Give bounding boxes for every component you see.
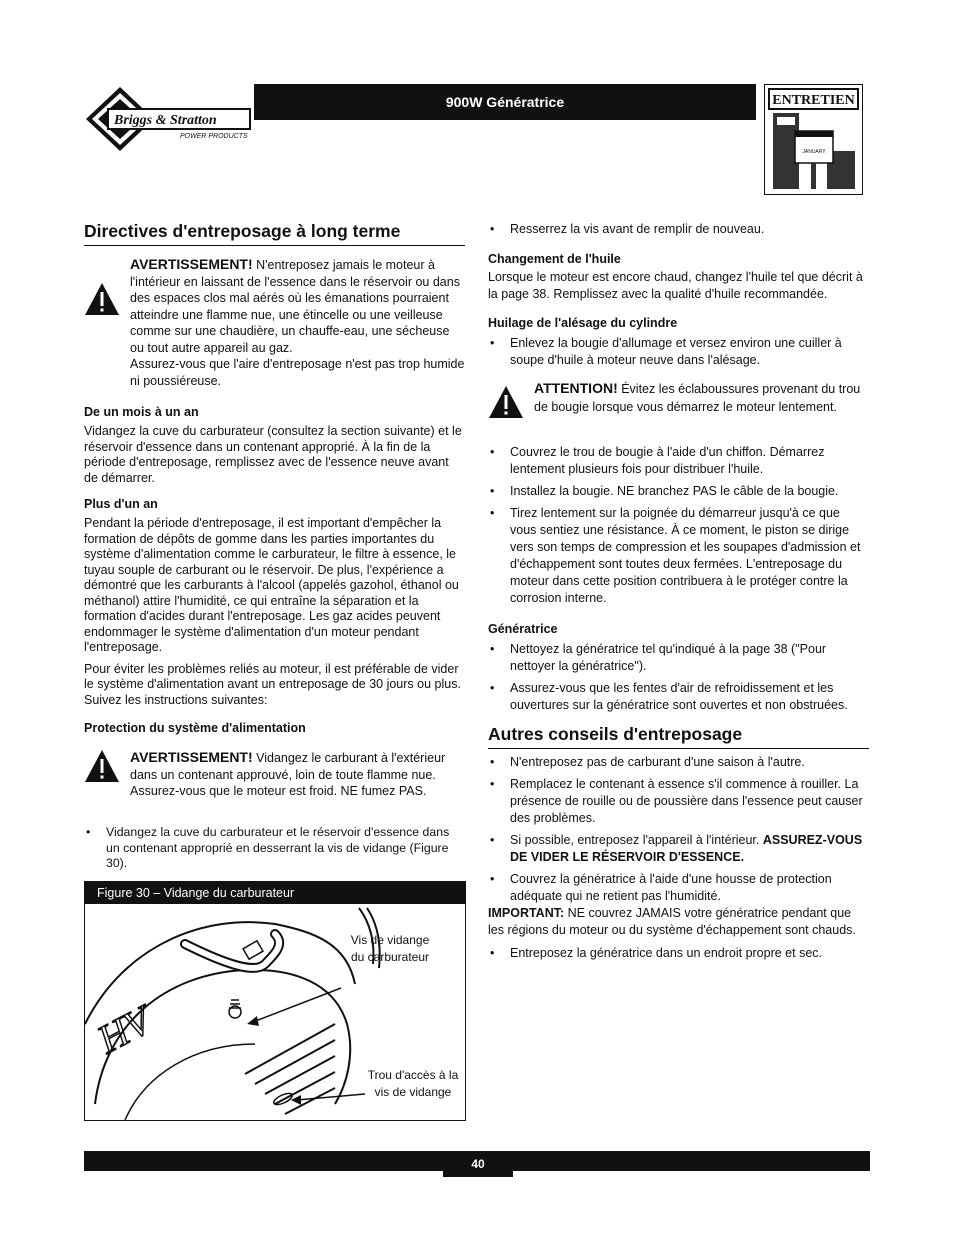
list-item-text: Tirez lentement sur la poignée du démarreur jusqu'à ce que vous sentiez une résistance. À ce moment, le piston se dirige vers son temps de compression et les soupapes d'admission et d'échappement sont toutes deux fermées. L'entreposage du moteur dans cette position contribuera à le protéger contre la corrosion interne.	[510, 505, 861, 605]
attention-title: ATTENTION!	[534, 379, 618, 396]
attention-block	[488, 379, 869, 435]
warning-text-1: N'entreposez jamais le moteur à l'intérieur en laissant de l'essence dans le réservoir ou dans des espaces clos mal aérés où les émanations pourraient atteindre une flamme nue, une étincelle ou une veilleuse comme sur une chaudière, un chauffe-eau, une sécheuse ou tout autre appareil au gaz.	[130, 258, 460, 355]
badge-calendar-text: JANUARY	[802, 149, 826, 155]
list-item-text: Installez la bougie. NE branchez PAS le câble de la bougie.	[510, 483, 839, 498]
right-column	[488, 221, 869, 962]
list-item-tip-cover	[488, 871, 869, 905]
list-item-text: Enlevez la bougie d'allumage et versez environ une cuiller à soupe d'huile à moteur neuve dans l'alésage.	[510, 335, 842, 367]
sub-heading-oil-change: Changement de l'huile	[488, 251, 621, 266]
logo-tagline: POWER PRODUCTS	[180, 133, 248, 140]
page-number-text: 40	[471, 1157, 485, 1171]
warning-triangle-icon	[488, 385, 524, 419]
important-label: IMPORTANT:	[488, 905, 565, 920]
list-item-text: Vidangez la cuve du carburateur et le réservoir d'essence dans un contenant approprié en desserrant la vis de vidange (Figure 30).	[106, 825, 450, 870]
list-item-text: Couvrez le trou de bougie à l'aide d'un chiffon. Démarrez lentement plusieurs fois pour distribuer l'huile.	[510, 444, 825, 476]
figure-title: Figure 30 – Vidange du carburateur	[85, 882, 465, 904]
sub-heading-generator: Génératrice	[488, 621, 558, 636]
list-item-check-vents	[488, 680, 869, 714]
paragraph-oil-change: Lorsque le moteur est encore chaud, changez l'huile tel que décrit à la page 38. Remplissez avec la qualité d'huile recommandée.	[488, 269, 863, 301]
list-item-text: Si possible, entreposez l'appareil à l'intérieur.	[510, 832, 763, 847]
warning-text-2: Vidangez le carburant à l'extérieur dans un contenant approuvé, loin de toute flamme nue. Assurez-vous que le moteur est froid. NE fumez PAS.	[130, 751, 446, 798]
list-item-drain-carburetor	[84, 825, 465, 872]
list-item-install-plug	[488, 483, 869, 500]
sub-heading-over-year: Plus d'un an	[84, 497, 158, 511]
warning-triangle-icon	[84, 749, 120, 783]
list-item-tighten-screw	[488, 221, 869, 238]
list-item-text: Nettoyez la génératrice tel qu'indiqué à la page 38 ("Pour nettoyer la génératrice").	[510, 641, 827, 673]
list-item-emphasis: ASSUREZ-VOUS DE VIDER LE RÉSERVOIR D'ESSENCE.	[510, 832, 863, 864]
list-item-text: Resserrez la vis avant de remplir de nouveau.	[510, 222, 765, 236]
paragraph-avoid-problems: Pour éviter les problèmes reliés au moteur, il est préférable de vider le système d'alimentation avant un entreposage de 30 jours ou plus. Suivez les instructions suivantes:	[84, 661, 461, 707]
list-item-cover-hole	[488, 444, 869, 478]
warning-triangle-icon	[84, 282, 120, 316]
sub-heading-one-month: De un mois à un an	[84, 405, 199, 419]
warning-text-1b: Assurez-vous que l'aire d'entreposage n'est pas trop humide ni poussiéreuse.	[130, 357, 465, 388]
important-text: NE couvrez JAMAIS votre génératrice pendant que les régions du moteur ou du système d'échappement sont chauds.	[488, 905, 856, 937]
section-heading-other-tips: Autres conseils d'entreposage	[488, 724, 869, 749]
sub-heading-fuel-protection: Protection du système d'alimentation	[84, 721, 306, 735]
svg-text:HV: HV	[90, 997, 159, 1062]
warning-title-2: AVERTISSEMENT!	[130, 749, 253, 765]
paragraph-one-month: Vidangez la cuve du carburateur (consultez la section suivante) et le réservoir d'essence dans un contenant approprié. À la fin de la période d'entreposage, remplissez avec de l'essence neuve avant de démarrer.	[84, 424, 462, 485]
list-item-tip-clean-place	[488, 945, 869, 962]
warning-title-1: AVERTISSEMENT!	[130, 256, 253, 272]
list-item-tip-indoors	[488, 832, 869, 866]
list-item-clean-generator	[488, 641, 869, 675]
list-item-remove-spark-plug	[488, 335, 869, 369]
list-item-text: Entreposez la génératrice dans un endroit propre et sec.	[510, 945, 822, 960]
badge-label: ENTRETIEN	[772, 93, 855, 108]
figure-label-drain-screw: Vis de vidange du carburateur	[350, 933, 430, 964]
list-item-text: Assurez-vous que les fentes d'air de refroidissement et les ouvertures sur la génératrice sont ouvertes et non obstruées.	[510, 680, 848, 712]
section-heading-long-term: Directives d'entreposage à long terme	[84, 221, 465, 246]
list-item-tip-season	[488, 754, 869, 771]
figure-label-access-hole: Trou d'accès à la vis de vidange	[367, 1068, 459, 1099]
logo-brand: Briggs & Stratton	[114, 113, 217, 128]
header-title: 900W Génératrice	[445, 94, 565, 110]
list-item-text: Couvrez la génératrice à l'aide d'une housse de protection adéquate qui ne retient pas l'humidité.	[510, 871, 832, 903]
maintenance-badge	[764, 84, 863, 195]
list-item-text: Remplacez le contenant à essence s'il commence à rouiller. La présence de rouille ou de poussière dans l'essence peut causer des problèmes.	[510, 776, 863, 825]
list-item-pull-starter	[488, 505, 869, 607]
briggs-stratton-logo	[82, 83, 257, 155]
page-number	[443, 1151, 513, 1177]
important-note	[488, 905, 869, 939]
figure-30	[84, 881, 466, 1121]
warning-block-1	[84, 256, 465, 390]
sub-heading-cylinder-oiling: Huilage de l'alésage du cylindre	[488, 315, 678, 330]
paragraph-over-year: Pendant la période d'entreposage, il est important d'empêcher la formation de dépôts de gomme dans les parties importantes du système d'alimentation comme le carburateur, le filtre à essence, le tuyau souple de carburant ou le réservoir. De plus, l'expérience a démontré que les carburants à l'alcool (appelés gazohol, éthanol ou méthanol) attire l'humidité, ce qui entraîne la séparation et la formation d'acides durant l'entreposage. Les gaz acides peuvent endommager le système d'alimentation d'un moteur pendant l'entreposage.	[84, 516, 459, 654]
list-item-text: N'entreposez pas de carburant d'une saison à l'autre.	[510, 754, 805, 769]
left-column	[84, 221, 465, 872]
list-item-tip-rust	[488, 776, 869, 827]
warning-block-2	[84, 749, 465, 819]
header-title-bar	[254, 84, 756, 120]
attention-text: Évitez les éclaboussures provenant du trou de bougie lorsque vous démarrez le moteur lentement.	[534, 381, 861, 414]
